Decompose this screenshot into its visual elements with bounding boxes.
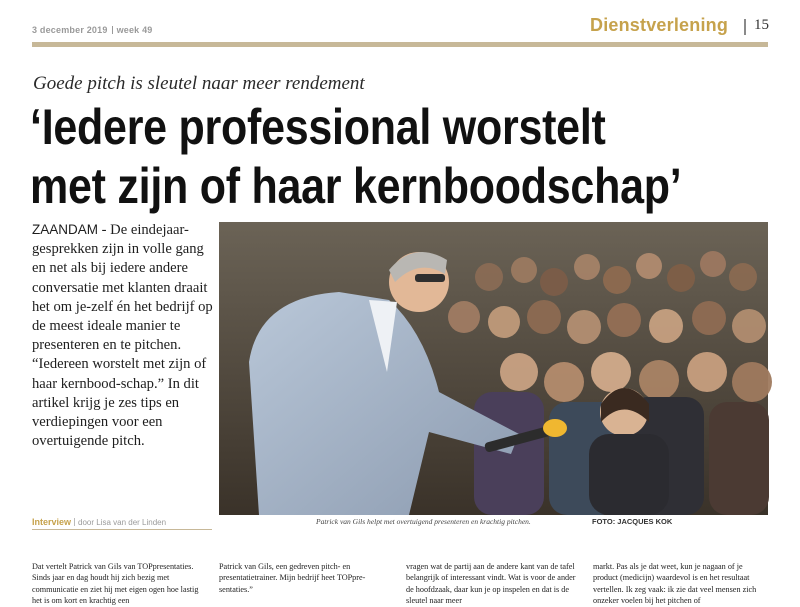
byline-divider	[74, 518, 75, 526]
issue-date: 3 december 2019	[32, 25, 108, 35]
section-title: Dienstverlening	[590, 15, 729, 35]
issue-week: week 49	[116, 25, 153, 35]
article-byline	[32, 517, 212, 527]
body-column-1: Dat vertelt Patrick van Gils van TOPpresentaties. Sinds jaar en dag houdt hij zich bezig met communicatie en ziet hij met eigen ogen hoe lastig het is om kort en krachtig een	[32, 562, 199, 606]
byline-author: door Lisa van der Linden	[78, 518, 167, 527]
lead-dateline: ZAANDAM	[32, 222, 99, 237]
meta-divider	[112, 26, 113, 34]
issue-meta	[32, 25, 153, 35]
body-column-2: Patrick van Gils, een gedreven pitch- en presentatietrainer. Mijn bedrijf heet TOPpre-sentaties.”	[219, 562, 366, 594]
section-divider	[744, 19, 746, 35]
photo-caption: Patrick van Gils helpt met overtuigend presenteren en krachtig pitchen.	[316, 517, 531, 526]
article-photo	[219, 222, 768, 515]
headline-line-2: met zijn of haar kernboodschap’	[30, 158, 682, 214]
body-column-4: markt. Pas als je dat weet, kun je nagaan of je product (medicijn) waardevol is en het resultaat vertellen. Ik zeg vaak: ik zie dat veel mensen zich onzeker voelen bij het pitchen of	[593, 562, 757, 606]
body-column-3: vragen wat de partij aan de andere kant van de tafel belangrijk of interessant vindt. Wat is voor de ander de hoofdzaak, daar kun je op inspelen en dat is de sleutel naar meer	[406, 562, 576, 606]
article-headline	[30, 98, 682, 216]
byline-label: Interview	[32, 517, 72, 527]
photo-credit: FOTO: JACQUES KOK	[592, 517, 673, 526]
article-lead	[32, 220, 214, 451]
byline-rule	[32, 529, 212, 530]
header-rule	[32, 42, 768, 47]
article-kicker: Goede pitch is sleutel naar meer rendement	[33, 73, 365, 94]
page-number: 15	[754, 17, 769, 33]
photo-illustration	[219, 222, 768, 515]
lead-text: - De eindejaar-gesprekken zijn in volle gang en net als bij iedere andere conversatie met klanten draait het om je-zelf én het bedrijf op de meest ideale manier te presenteren en te pitchen. “Iedereen worstelt met zijn of haar kernbood-schap.” In dit artikel krijg je zes tips en verdiepingen voor een overtuigende pitch.	[32, 222, 213, 450]
headline-line-1: ‘Iedere professional worstelt	[30, 99, 606, 155]
